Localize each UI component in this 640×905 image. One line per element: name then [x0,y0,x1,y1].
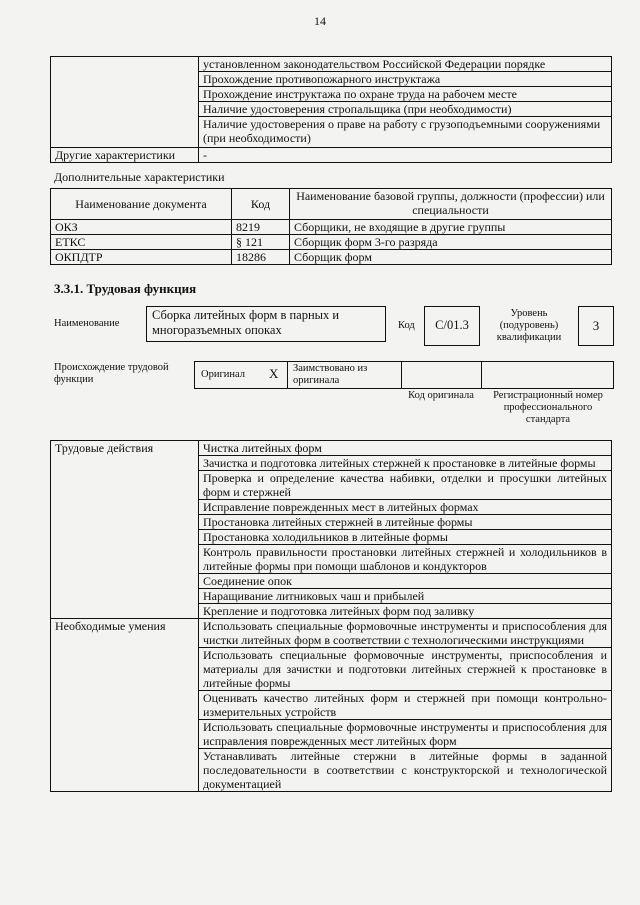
doc-group: Сборщик форм [290,250,612,265]
skill-item: Оценивать качество литейных форм и стержней при помощи контрольно-измерительных устройств [199,691,612,720]
skill-item: Использовать специальные формовочные инструменты и приспособления для чистки литейных форм в соответствии с технологическими инструкциями [199,619,612,648]
doc-name: ОКПДТР [51,250,232,265]
origin-box [194,361,614,389]
reg-number-label: Регистрационный номер профессионального стандарта [493,390,603,425]
doc-group: Сборщик форм 3-го разряда [290,235,612,250]
labor-action-item: Соединение опок [199,574,612,589]
labor-action-item: Зачистка и подготовка литейных стержней к простановке в литейные формы [199,456,612,471]
original-label: Оригинал [201,369,245,380]
labor-action-item: Проверка и определение качества набивки, отделки и просушки литейных форм и стержней [199,471,612,500]
level-label: Уровень (подуровень) квалификации [496,308,562,343]
borrowed-label: Заимствовано из оригинала [293,363,368,386]
skills-label: Необходимые умения [51,619,199,792]
level-value: 3 [592,318,600,333]
requirement-row: Наличие удостоверения стропальщика (при необходимости) [199,102,612,117]
other-characteristics-value: - [199,148,612,163]
name-label: Наименование [54,318,120,329]
function-heading: 3.3.1. Трудовая функция [54,281,197,296]
origin-divider-3 [481,362,482,388]
doc-code: 8219 [232,220,290,235]
header-group: Наименование базовой группы, должности (профессии) или специальности [290,189,612,220]
labor-action-item: Крепление и подготовка литейных форм под заливку [199,604,612,619]
name-box [146,306,386,342]
additional-heading: Дополнительные характеристики [54,170,225,184]
skill-item: Устанавливать литейные стержни в литейные формы в заданной последовательности в соответствии с конструкторской и технологической документацией [199,749,612,792]
labor-actions-label: Трудовые действия [51,441,199,619]
requirements-label-cell [51,57,199,148]
requirement-row: Наличие удостоверения о праве на работу с грузоподъемными сооружениями (при необходимости) [199,117,612,148]
requirement-row: Прохождение противопожарного инструктажа [199,72,612,87]
code-box [424,306,480,346]
original-mark: X [269,366,279,381]
labor-action-item: Наращивание литниковых чаш и прибылей [199,589,612,604]
labor-action-item: Простановка холодильников в литейные формы [199,530,612,545]
skill-item: Использовать специальные формовочные инструменты, приспособления и материалы для зачистки и подготовки литейных стержней к простановке в литейные формы [199,648,612,691]
origin-label: Происхождение трудовой функции [54,362,169,385]
function-table [50,440,612,792]
page-number: 14 [314,14,326,28]
doc-code: § 121 [232,235,290,250]
skill-item: Использовать специальные формовочные инструменты и приспособления для исправления поврежденных мест литейных форм [199,720,612,749]
code-value: C/01.3 [435,318,469,332]
requirement-row: Прохождение инструктажа по охране труда на рабочем месте [199,87,612,102]
other-characteristics-label: Другие характеристики [51,148,199,163]
level-box [578,306,614,346]
header-code: Код [232,189,290,220]
doc-name: ОКЗ [51,220,232,235]
doc-name: ЕТКС [51,235,232,250]
labor-action-item: Чистка литейных форм [199,441,612,456]
origin-code-label: Код оригинала [408,390,474,401]
labor-action-item: Исправление поврежденных мест в литейных формах [199,500,612,515]
origin-divider-2 [401,362,402,388]
header-doc-name: Наименование документа [51,189,232,220]
doc-code: 18286 [232,250,290,265]
name-value: Сборка литейных форм в парных и многоразъемных опоках [152,308,340,337]
requirement-row: установленном законодательством Российской Федерации порядке [199,57,612,72]
labor-action-item: Простановка литейных стержней в литейные формы [199,515,612,530]
code-label: Код [398,320,415,331]
labor-action-item: Контроль правильности простановки литейных стержней и холодильников в литейные формы при помощи шаблонов и кондукторов [199,545,612,574]
doc-group: Сборщики, не входящие в другие группы [290,220,612,235]
origin-divider-1 [287,362,288,388]
additional-table [50,188,612,265]
requirements-table [50,56,612,163]
